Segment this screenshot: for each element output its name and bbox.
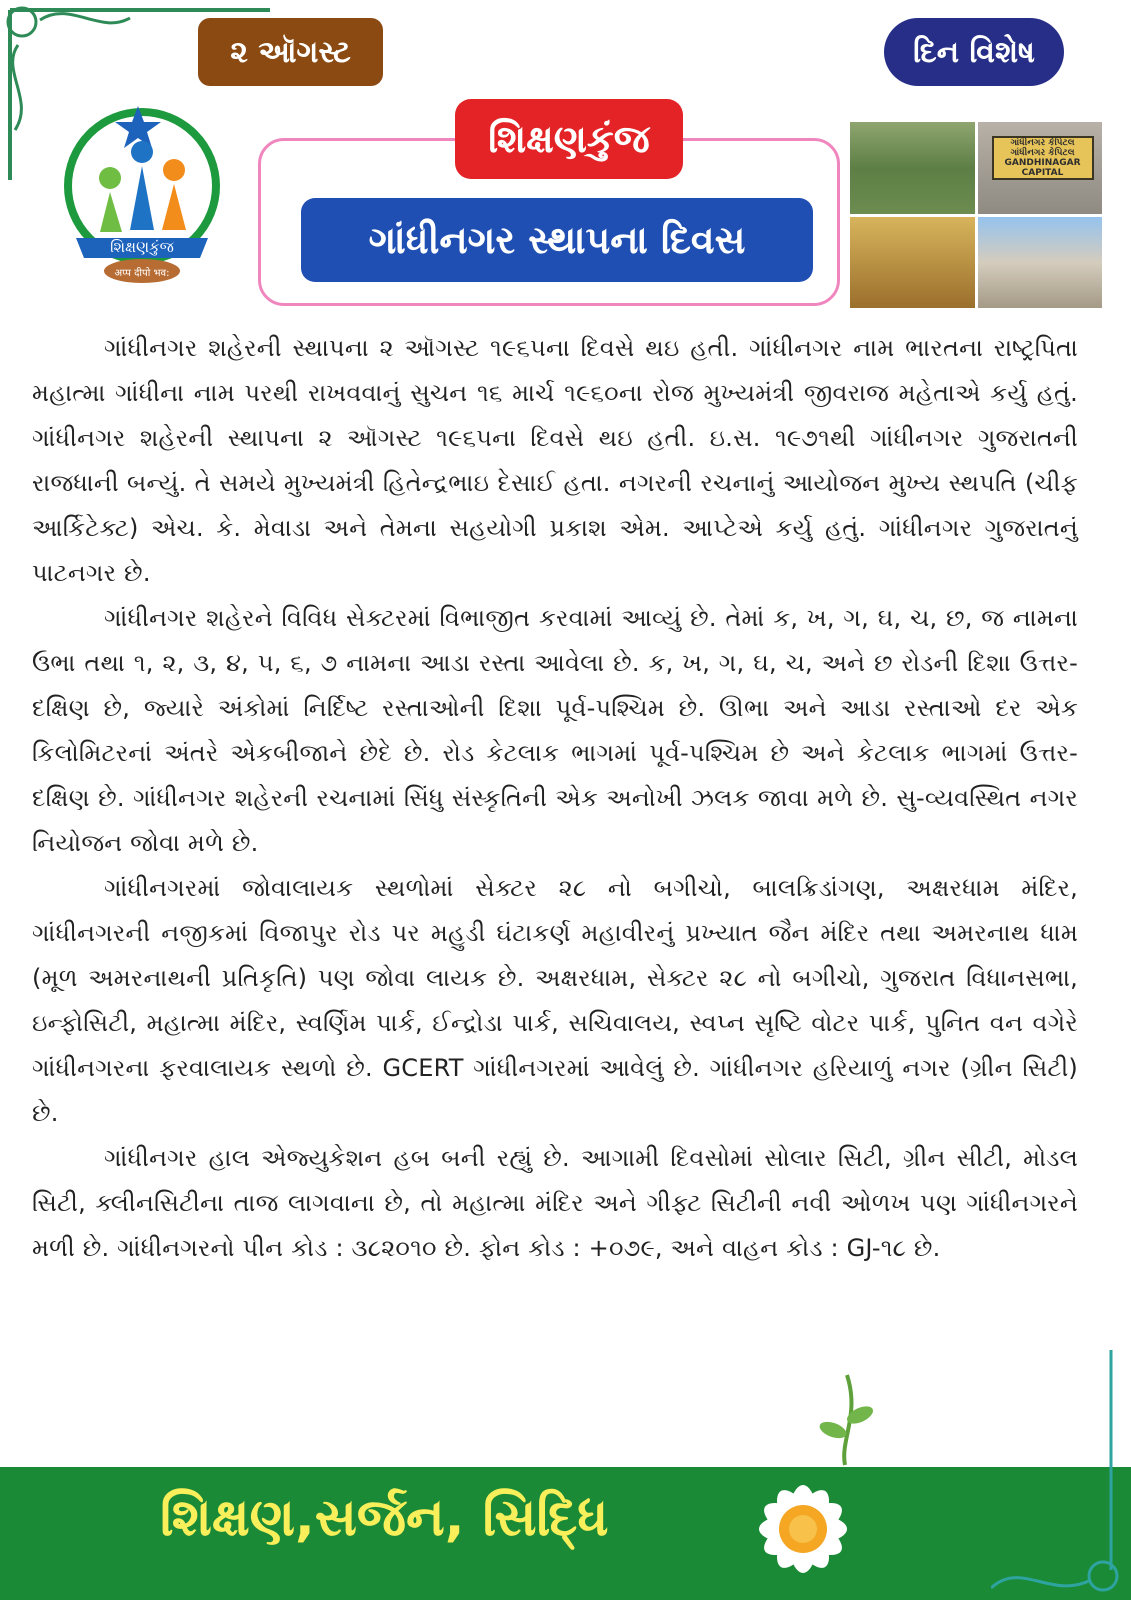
capital-sign-photo <box>978 122 1103 214</box>
shikshankunj-logo <box>58 106 226 290</box>
logo-text: શિક્ષણકુંજ <box>110 238 174 256</box>
article-content <box>32 326 1078 1271</box>
corner-ornament-right <box>991 1350 1131 1600</box>
paragraph-places: ગાંધીનગરમાં જોવાલાયક સ્થળોમાં સેક્ટર ૨૮ નો બગીચો, બાલક્રિડાંગણ, અક્ષરધામ મંદિર, ગાંધીનગરની નજીકમાં વિજાપુર રોડ પર મહુડી ઘંટાકર્ણ મહાવીરનું પ્રખ્યાત જૈન મંદિર તથા અમરનાથ ધામ (મૂળ અમરનાથની પ્રતિકૃતિ) પણ જોવા લાયક છે. અક્ષરધામ, સેક્ટર ૨૮ નો બગીચો, ગુજરાત વિધાનસભા, ઇન્ફોસિટી, મહાત્મા મંદિર, સ્વર્ણિમ પાર્ક, ઈન્દ્રોડા પાર્ક, સચિવાલય, સ્વપ્ન સૃષ્ટિ વોટર પાર્ક, પુનિત વન વગેરે ગાંધીનગરના ફરવાલાયક સ્થળો છે. GCERT ગાંધીનગરમાં આવેલું છે. ગાંધીનગર હરિયાળું નગર (ગ્રીન સિટી) છે. <box>32 874 1078 1127</box>
day-special-label: દિન વિશેષ <box>884 18 1064 86</box>
assembly-building-photo <box>978 217 1103 309</box>
capital-sign-text: ગાંધીનગર કેપિટલ ગાંધીનગર કેપિટલ GANDHINAGAR CAPITAL <box>992 136 1094 180</box>
gandhinagar-photo-collage <box>850 122 1102 308</box>
paragraph-sectors: ગાંધીનગર શહેરને વિવિધ સેક્ટરમાં વિભાજીત કરવામાં આવ્યું છે. તેમાં ક, ખ, ગ, ઘ, ચ, છ, જ નામના ઉભા તથા ૧, ૨, ૩, ૪, ૫, ૬, ૭ નામના આડા રસ્તા આવેલા છે. ક, ખ, ગ, ઘ, ચ, અને છ રોડની દિશા ઉત્તર-દક્ષિણ છે, જ્યારે અંકોમાં નિર્દિષ્ટ રસ્તાઓની દિશા પૂર્વ-પશ્ચિમ છે. ઊભા અને આડા રસ્તાઓ દર એક કિલોમિટરનાં અંતરે એકબીજાને છેદે છે. રોડ કેટલાક ભાગમાં પૂર્વ-પશ્ચિમ છે અને કેટલાક ભાગમાં ઉત્તર-દક્ષિણ છે. ગાંધીનગર શહેરની રચનામાં સિંધુ સંસ્કૃતિની એક અનોખી ઝલક જાવા મળે છે. સુ-વ્યવસ્થિત નગર નિયોજન જોવા મળે છે. <box>32 604 1078 857</box>
garden-photo <box>850 122 975 214</box>
akshardham-photo <box>850 217 975 309</box>
daisy-flower <box>728 1458 878 1600</box>
footer-motto: શિક્ષણ,સર્જન, સિદ્ધિ <box>160 1488 609 1548</box>
logo-subtext: अप्प दीपो भव: <box>114 268 170 279</box>
flower-stem <box>805 1370 895 1470</box>
page-title: ગાંધીનગર સ્થાપના દિવસ <box>301 198 813 282</box>
paragraph-foundation: ગાંધીનગર શહેરની સ્થાપના ૨ ઑગસ્ટ ૧૯૬૫ના દિવસે થઇ હતી. ગાંધીનગર નામ ભારતના રાષ્ટ્રપિતા મહાત્મા ગાંધીના નામ પરથી રાખવવાનું સુચન ૧૬ માર્ચ ૧૯૬૦ના રોજ મુખ્યમંત્રી જીવરાજ મહેતાએ કર્યુ હતું. ગાંધીનગર શહેરની સ્થાપના ૨ ઑગસ્ટ ૧૯૬૫ના દિવસે થઇ હતી. ઇ.સ. ૧૯૭૧થી ગાંધીનગર ગુજરાતની રાજધાની બન્યું. તે સમયે મુખ્યમંત્રી હિતેન્દ્રભાઇ દેસાઈ હતા. નગરની રચનાનું આયોજન મુખ્ય સ્થપતિ (ચીફ આર્કિટેક્ટ) એચ. કે. મેવાડા અને તેમના સહયોગી પ્રકાશ એમ. આપ્ટેએ કર્યુ હતું. ગાંધીનગર ગુજરાતનું પાટનગર છે. <box>32 334 1078 587</box>
brand-badge: શિક્ષણકુંજ <box>455 99 683 179</box>
date-label: ૨ ઑગસ્ટ <box>198 18 383 86</box>
paragraph-education-hub: ગાંધીનગર હાલ એજ્યુકેશન હબ બની રહ્યું છે. આગામી દિવસોમાં સોલાર સિટી, ગ્રીન સીટી, મોડલ સિટી, ક્લીનસિટીના તાજ લાગવાના છે, તો મહાત્મા મંદિર અને ગીફ્ટ સિટીની નવી ઓળખ પણ ગાંધીનગરને મળી છે. ગાંધીનગરનો પીન કોડ : ૩૮૨૦૧૦ છે. ફોન કોડ : +૦૭૯, અને વાહન કોડ : GJ-૧૮ છે. <box>32 1144 1078 1262</box>
